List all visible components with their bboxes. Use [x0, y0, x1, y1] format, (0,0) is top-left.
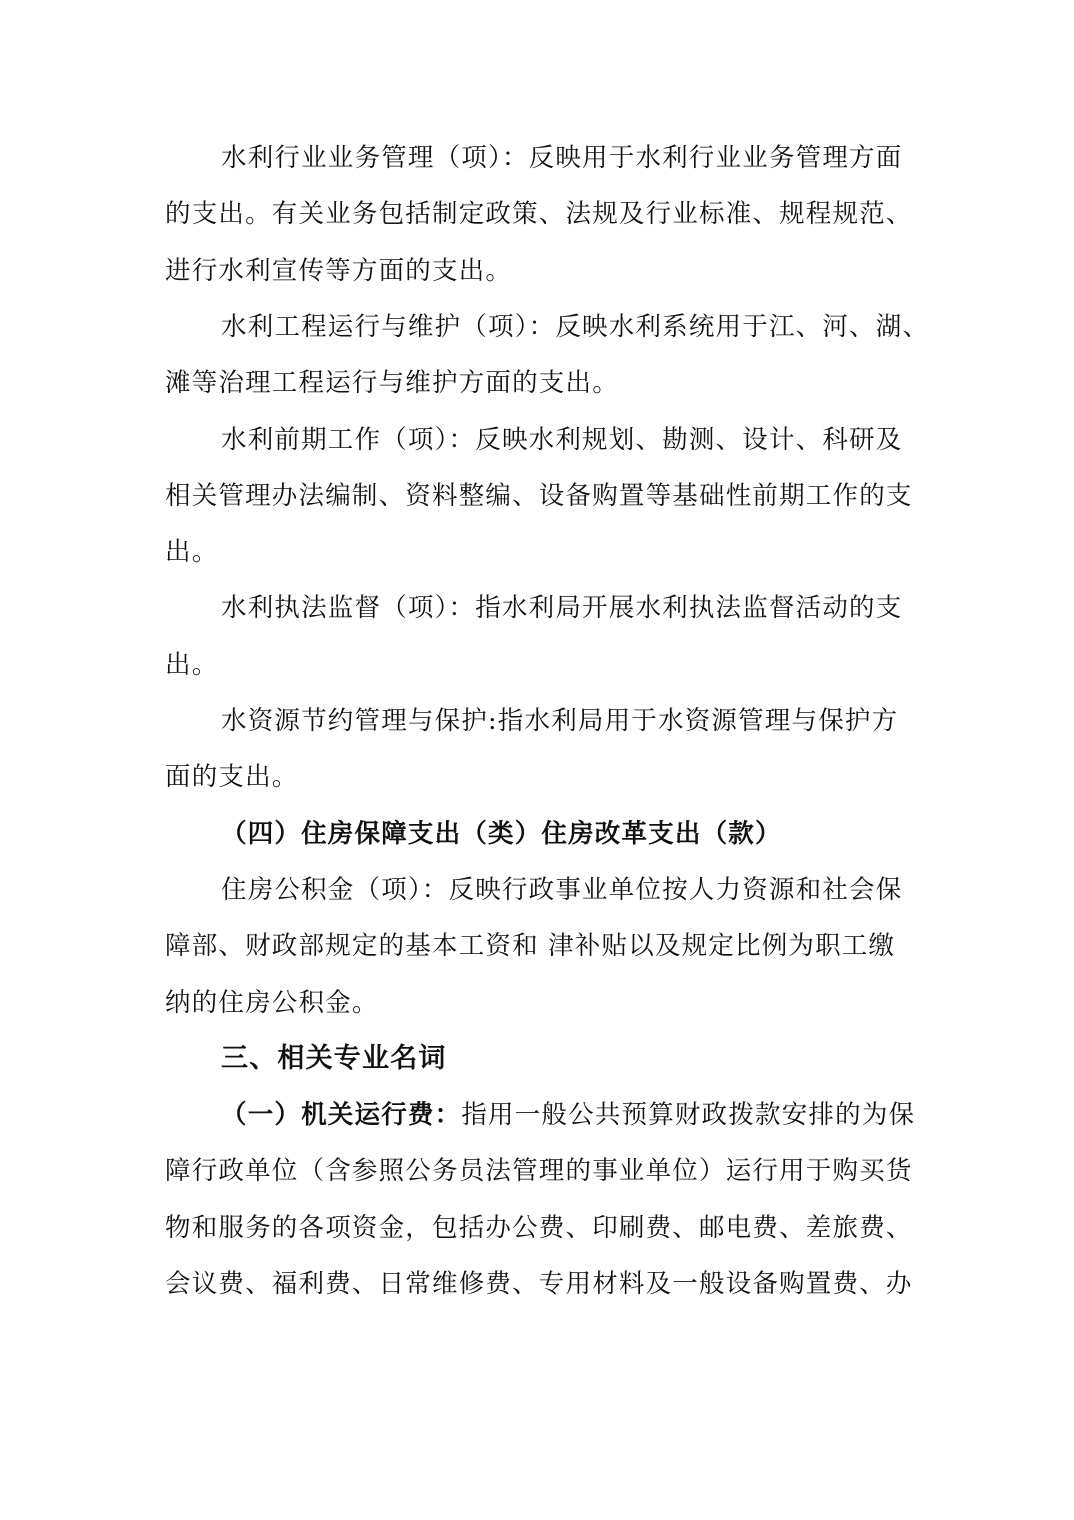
- text-segment: 相关管理办法编制、资料整编、设备购置等基础性前期工作的支: [165, 480, 913, 511]
- text-line: [221, 299, 971, 355]
- bold-text: 三、相关专业名词: [221, 1042, 447, 1074]
- text-line: [221, 862, 971, 918]
- text-line: [165, 355, 915, 411]
- text-segment: 障行政单位（含参照公务员法管理的事业单位）运行用于购买货: [165, 1156, 913, 1187]
- text-segment: 水利执法监督（项）：指水利局开展水利执法监督活动的支: [221, 593, 903, 624]
- text-line: [165, 1143, 915, 1199]
- bold-text: （一）机关运行费：: [221, 1100, 462, 1131]
- bold-text: （四）住房保障支出（类）住房改革支出（款）: [221, 818, 782, 849]
- text-segment: 的支出。有关业务包括制定政策、法规及行业标准、规程规范、: [165, 199, 913, 230]
- text-line: [221, 1087, 971, 1143]
- text-segment: 进行水利宣传等方面的支出。: [165, 255, 513, 286]
- text-line: [165, 524, 915, 580]
- text-line: [165, 749, 915, 805]
- text-line: [165, 918, 915, 974]
- text-segment: 物和服务的各项资金，包括办公费、印刷费、邮电费、差旅费、: [165, 1212, 913, 1243]
- text-segment: 障部、财政部规定的基本工资和 津补贴以及规定比例为职工缴: [165, 931, 896, 962]
- text-line: [221, 412, 971, 468]
- section-heading: [221, 1031, 971, 1087]
- text-line: [165, 186, 915, 242]
- text-line: [165, 1256, 915, 1312]
- text-segment: 出。: [165, 649, 219, 680]
- text-line: [221, 693, 971, 749]
- text-line: [165, 975, 915, 1031]
- text-segment: 纳的住房公积金。: [165, 987, 379, 1018]
- text-segment: 水利前期工作（项）：反映水利规划、勘测、设计、科研及: [221, 424, 903, 455]
- text-line: [165, 468, 915, 524]
- text-segment: 住房公积金（项）：反映行政事业单位按人力资源和社会保: [221, 874, 903, 905]
- text-line: [221, 130, 971, 186]
- text-line: [221, 806, 971, 862]
- text-segment: 出。: [165, 537, 219, 568]
- text-segment: 水资源节约管理与保护:指水利局用于水资源管理与保护方: [221, 706, 899, 736]
- text-segment: 滩等治理工程运行与维护方面的支出。: [165, 368, 619, 399]
- text-line: [221, 580, 971, 636]
- text-segment: 面的支出。: [165, 762, 299, 793]
- text-segment: 会议费、福利费、日常维修费、专用材料及一般设备购置费、办: [165, 1269, 913, 1299]
- text-line: [165, 1200, 915, 1256]
- text-segment: 水利工程运行与维护（项）：反映水利系统用于江、河、湖、: [221, 311, 930, 342]
- text-segment: 水利行业业务管理（项）：反映用于水利行业业务管理方面: [221, 143, 903, 173]
- text-line: [165, 637, 915, 693]
- text-line: [165, 243, 915, 299]
- text-segment: 指用一般公共预算财政拨款安排的为保: [461, 1100, 916, 1131]
